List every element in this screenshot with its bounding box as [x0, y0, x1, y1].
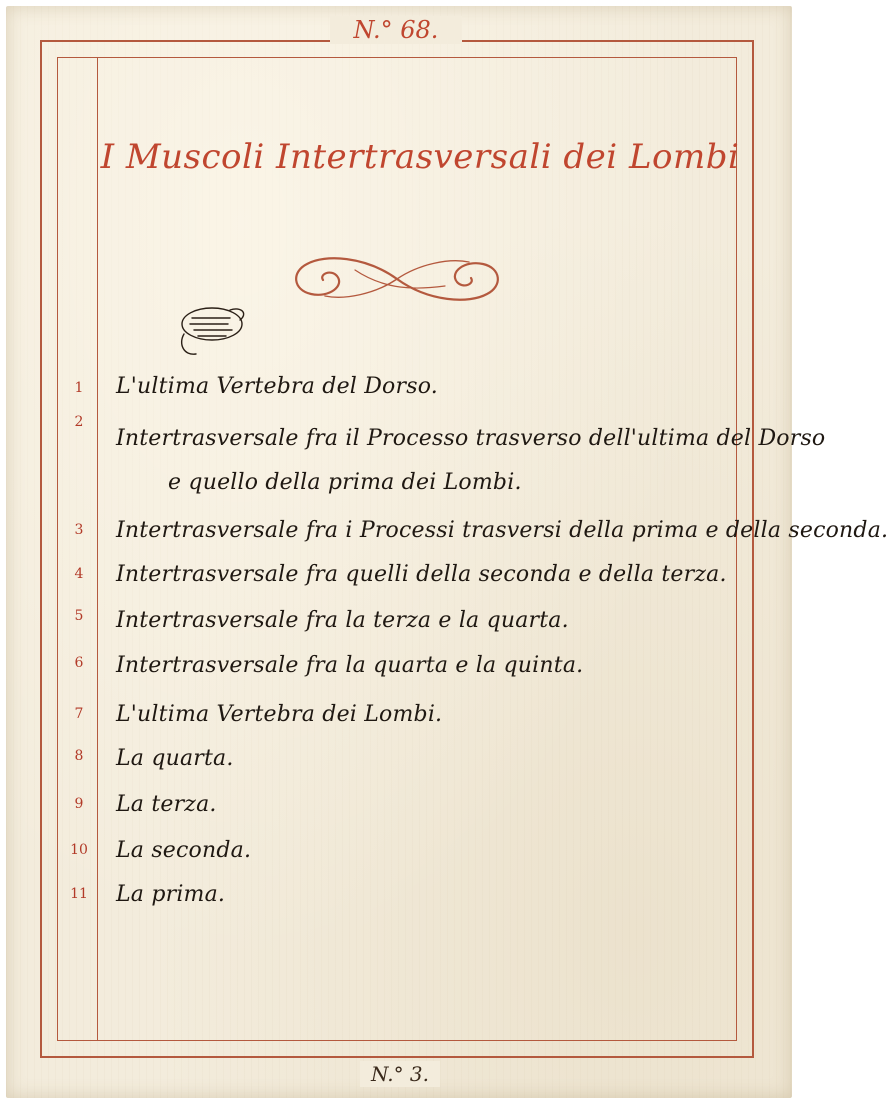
legend-entry-4: [0, 560, 800, 600]
legend-entry-8: [0, 744, 800, 784]
entry-text: La seconda.: [116, 838, 252, 863]
legend-entry-1: [0, 372, 800, 412]
entry-text: La terza.: [116, 792, 217, 817]
legend-entry-2: [0, 414, 826, 502]
entry-number: 4: [74, 566, 84, 582]
plate-number: N.° 68.: [330, 16, 462, 44]
legend-entry-5: [0, 604, 800, 644]
entry-text: L'ultima Vertebra dei Lombi.: [116, 702, 443, 727]
legend-entry-3: [0, 510, 888, 550]
entry-number: 10: [70, 842, 88, 858]
entry-number: 5: [74, 608, 84, 624]
entry-text: La quarta.: [116, 746, 234, 771]
legend-entry-11: [0, 880, 800, 920]
legend-entry-6: [0, 651, 800, 691]
entry-number: 2: [74, 414, 84, 430]
entry-number: 9: [74, 796, 84, 812]
entry-text: L'ultima Vertebra del Dorso.: [116, 374, 438, 399]
entry-text: Intertrasversale fra la quarta e la quinta.: [116, 653, 584, 678]
ornamental-initial-icon: [170, 300, 250, 360]
entry-number: 11: [70, 886, 88, 902]
entry-number: 7: [74, 706, 84, 722]
entry-number: 8: [74, 748, 84, 764]
entry-number: 3: [74, 522, 84, 538]
entry-text: Intertrasversale fra i Processi trasversi della prima e della seconda.: [116, 518, 888, 543]
entry-text: Intertrasversale fra quelli della seconda e della terza.: [116, 562, 727, 587]
entry-number: 6: [74, 655, 84, 671]
entry-text-continued: e quello della prima dei Lombi.: [168, 470, 522, 495]
entry-text: Intertrasversale fra il Processo trasverso dell'ultima del Dorso: [116, 426, 826, 451]
legend-entry-7: [0, 700, 800, 740]
calligraphic-flourish-icon: [285, 250, 510, 308]
legend-entry-10: [0, 836, 800, 876]
entry-text: La prima.: [116, 882, 226, 907]
page-number: N.° 3.: [360, 1061, 440, 1087]
page-title: I Muscoli Intertrasversali dei Lombi: [100, 137, 740, 177]
legend-entry-9: [0, 790, 800, 830]
entry-number: 1: [74, 380, 84, 396]
entry-text: Intertrasversale fra la terza e la quarta.: [116, 608, 569, 633]
